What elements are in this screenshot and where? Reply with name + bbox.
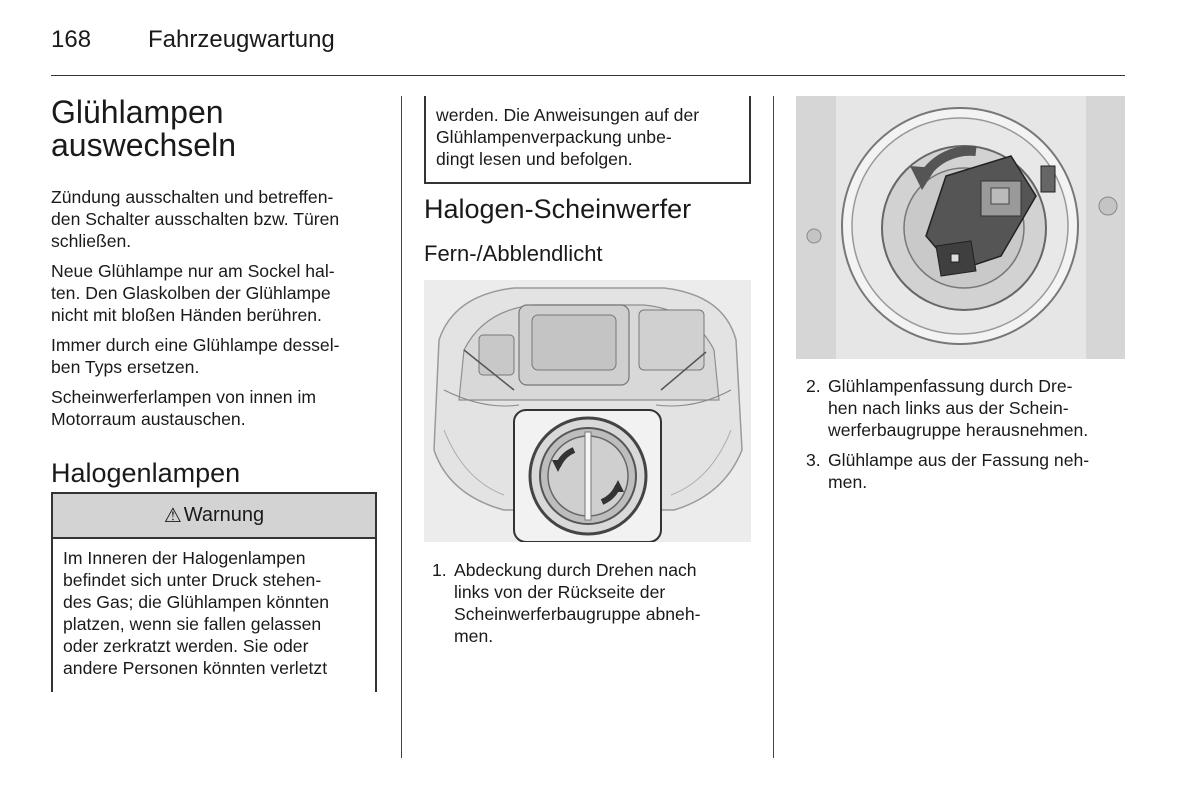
subsection-heading: Halogenlampen bbox=[51, 458, 241, 488]
text-line: oder zerkratzt werden. Sie oder bbox=[63, 636, 309, 656]
subheading-high-low-beam: Fern-/Abblendlicht bbox=[424, 241, 603, 266]
text-line: werferbaugruppe herausnehmen. bbox=[828, 420, 1089, 440]
text-line: befindet sich unter Druck stehen- bbox=[63, 570, 322, 590]
step-number: 1. bbox=[432, 560, 447, 580]
paragraph bbox=[51, 186, 381, 252]
text-line: men. bbox=[454, 626, 494, 646]
text-line: ten. Den Glaskolben der Glühlampe bbox=[51, 283, 331, 303]
header-rule bbox=[51, 75, 1125, 76]
column-1 bbox=[51, 96, 381, 501]
step-1 bbox=[432, 559, 752, 647]
text-line: Neue Glühlampe nur am Sockel hal- bbox=[51, 261, 335, 281]
warning-icon: ⚠ bbox=[163, 505, 182, 527]
text-line: andere Personen könnten verletzt bbox=[63, 658, 328, 678]
text-line: ben Typs ersetzen. bbox=[51, 357, 200, 377]
section-heading bbox=[51, 96, 381, 162]
paragraph bbox=[51, 334, 381, 378]
column-divider-2 bbox=[773, 96, 774, 758]
text-line: Scheinwerferlampen von innen im bbox=[51, 387, 317, 407]
paragraph bbox=[51, 260, 381, 326]
text-line: Zündung ausschalten und betreffen- bbox=[51, 187, 334, 207]
text-line: Glühlampenfassung durch Dre- bbox=[828, 376, 1073, 396]
text-line: Glühlampe aus der Fassung neh- bbox=[828, 450, 1090, 470]
text-line: men. bbox=[828, 472, 868, 492]
text-line: platzen, wenn sie fallen gelassen bbox=[63, 614, 322, 634]
step-number: 2. bbox=[806, 376, 821, 396]
warning-body bbox=[51, 539, 377, 692]
text-line: hen nach links aus der Schein- bbox=[828, 398, 1069, 418]
text-line: schließen. bbox=[51, 231, 132, 251]
column-divider-1 bbox=[401, 96, 402, 758]
text-line: Abdeckung durch Drehen nach bbox=[454, 560, 697, 580]
paragraph bbox=[51, 386, 381, 430]
warning-box bbox=[51, 492, 377, 692]
section-heading-halogen-headlamp: Halogen-Scheinwerfer bbox=[424, 194, 692, 224]
heading-line: auswechseln bbox=[51, 127, 236, 163]
step-number: 3. bbox=[806, 450, 821, 470]
text-line: Immer durch eine Glühlampe dessel- bbox=[51, 335, 340, 355]
step-2 bbox=[806, 375, 1126, 441]
text-line: werden. Die Anweisungen auf der bbox=[436, 105, 700, 125]
engine-bay-figure bbox=[424, 280, 751, 542]
text-line: links von der Rückseite der bbox=[454, 582, 666, 602]
warning-title: Warnung bbox=[183, 504, 265, 526]
warning-header bbox=[51, 492, 377, 539]
text-line: den Schalter ausschalten bzw. Türen bbox=[51, 209, 340, 229]
text-line: dingt lesen und befolgen. bbox=[436, 149, 633, 169]
text-line: Im Inneren der Halogenlampen bbox=[63, 548, 306, 568]
text-line: Scheinwerferbaugruppe abneh- bbox=[454, 604, 701, 624]
text-line: Glühlampenverpackung unbe- bbox=[436, 127, 672, 147]
text-line: Motorraum austauschen. bbox=[51, 409, 246, 429]
text-line: nicht mit bloßen Händen berühren. bbox=[51, 305, 322, 325]
text-line: des Gas; die Glühlampen könnten bbox=[63, 592, 330, 612]
warning-continuation-box bbox=[424, 96, 751, 184]
heading-line: Glühlampen bbox=[51, 94, 224, 130]
chapter-title: Fahrzeugwartung bbox=[148, 26, 335, 53]
bulb-holder-figure bbox=[796, 96, 1125, 359]
step-3 bbox=[806, 449, 1126, 493]
page-number: 168 bbox=[51, 26, 92, 53]
